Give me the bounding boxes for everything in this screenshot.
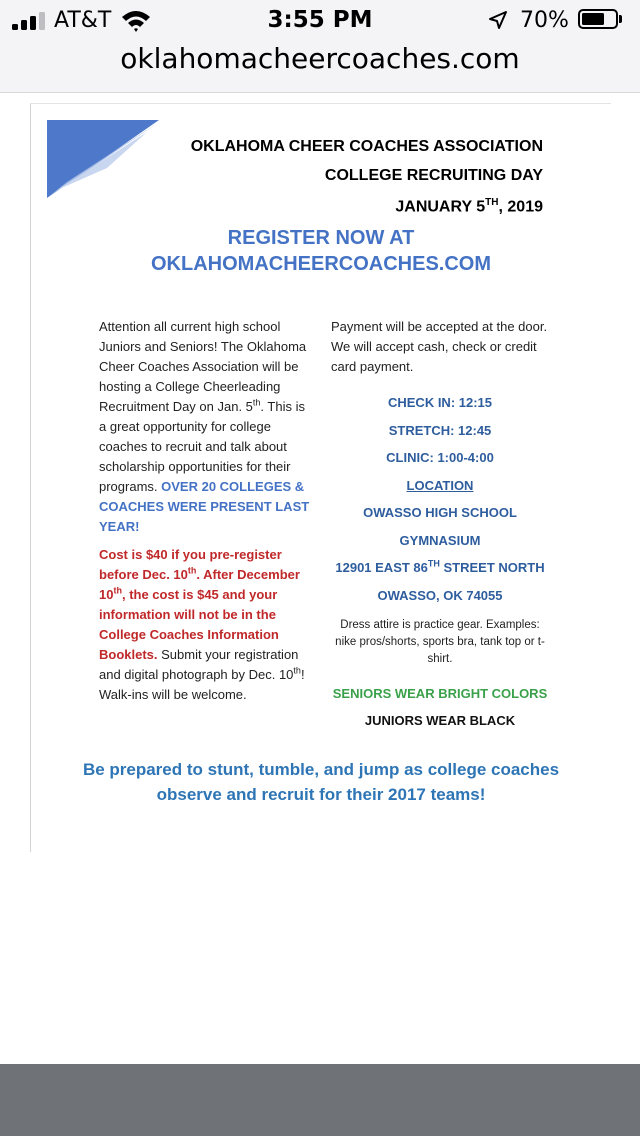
cost-paragraph: Cost is $40 if you pre-register before Dec. 10th. After December 10th, the cost is $45 and your information will not be in the College Coaches Information Booklets. Submit your registration and digital photograph by Dec. 10th! Walk-ins will be welcome. [99, 547, 305, 702]
dress-attire: Dress attire is practice gear. Examples: nike pros/shorts, sports bra, tank top or t-shirt. [335, 619, 545, 665]
venue-name: OWASSO HIGH SCHOOL [363, 505, 517, 520]
venue-gymnasium: GYMNASIUM [399, 532, 481, 548]
battery-percent: 70% [520, 8, 569, 33]
flyer-heading-event: COLLEGE RECRUITING DAY [324, 167, 543, 184]
juniors-attire: JUNIORS WEAR BLACK [364, 713, 516, 728]
check-in-time: CHECK IN: 12:15 [387, 395, 493, 410]
register-banner: REGISTER NOW AT OKLAHOMACHEERCOACHES.COM [151, 227, 491, 275]
clinic-time: CLINIC: 1:00-4:00 [386, 450, 494, 465]
flyer-heading-association: OKLAHOMA CHEER COACHES ASSOCIATION [190, 138, 543, 155]
status-bar [0, 0, 640, 40]
browser-toolbar [0, 1064, 640, 1136]
street-address: 12901 EAST 86TH STREET NORTH [335, 558, 545, 575]
seniors-attire: SENIORS WEAR BRIGHT COLORS [332, 686, 548, 701]
payment-info: Payment will be accepted at the door. We will accept cash, check or credit card payment. [331, 319, 548, 374]
stretch-time: STRETCH: 12:45 [388, 422, 492, 438]
location-arrow-icon [488, 10, 508, 30]
address-bar[interactable] [0, 40, 640, 93]
clock-time: 3:55 PM [267, 7, 373, 33]
intro-paragraph: Attention all current high school Juniors and Seniors! The Oklahoma Cheer Coaches Association will be hosting a College Cheerleading Recruitment Day on Jan. 5th. This is a great opportunity for college coaches to recruit and talk about scholarship opportunities for their programs. OVER 20 COLLEGES & COACHES WERE PRESENT LAST YEAR! [99, 319, 310, 534]
corner-triangle-graphic [47, 120, 159, 198]
url-text[interactable]: oklahomacheercoaches.com [120, 42, 520, 75]
flyer-right-column [331, 317, 549, 734]
flyer-image [30, 103, 611, 852]
flyer-heading-date: JANUARY 5TH, 2019 [395, 197, 543, 216]
closing-message: Be prepared to stunt, tumble, and jump as college coaches observe and recruit for their 2017 teams! [82, 760, 560, 804]
city-state-zip: OWASSO, OK 74055 [377, 587, 503, 603]
past-attendance-highlight: OVER 20 COLLEGES & COACHES WERE PRESENT LAST YEAR! [99, 479, 310, 534]
flyer-left-column [99, 317, 311, 713]
location-label: LOCATION [406, 477, 474, 493]
battery-icon [578, 9, 624, 31]
carrier-name: AT&T [54, 8, 112, 33]
